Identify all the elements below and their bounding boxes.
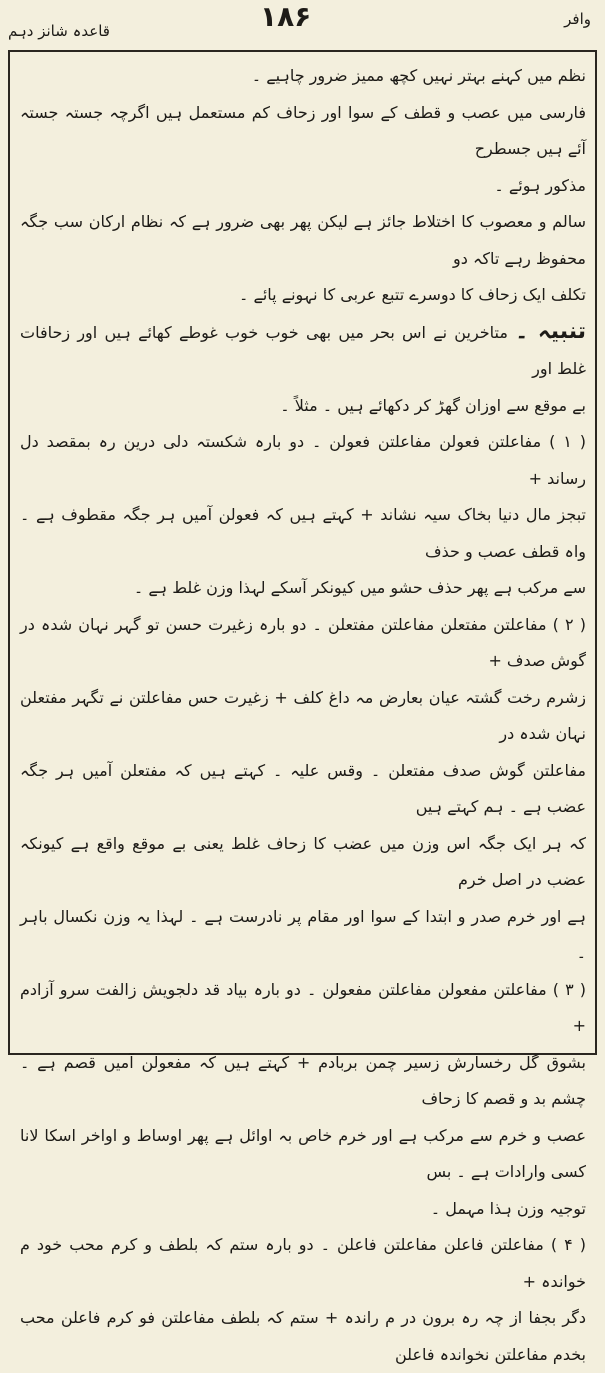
text-line: ( ۲ ) مفاعلتن مفتعلن مفاعلتن مفتعلن ۔ دو بارہ زغیرت حسن تو گہر نہان شدہ در گوش صدف + <box>20 614 587 670</box>
text-line: فارسی میں عصب و قطف کے سوا اور زحاف کم مستعمل ہیں اگرچہ جستہ جستہ آئے ہیں جسطرح <box>20 102 586 158</box>
text-line: سے مرکب ہے پھر حذف حشو میں کیونکر آسکے لہذا وزن غلط ہے ۔ <box>133 578 586 597</box>
text-line: ہے اور خرم صدر و ابتدا کے سوا اور مقام پر نادرست ہے ۔ لہذا یہ وزن نکسال باہر ۔ <box>20 906 586 962</box>
text-line: ( ۱ ) مفاعلتن فعولن مفاعلتن فعولن ۔ دو بارہ شکستہ دلی درین رہ بمقصد دل رساند + <box>20 432 587 488</box>
text-line: تکلف ایک زحاف کا دوسرے تتبع عربی کا نہونے پائے ۔ <box>239 285 586 304</box>
text-line: بے موقع سے اوزان گھڑ کر دکھائے ہیں ۔ مثلاً ۔ <box>280 395 586 415</box>
meter-name: وافر <box>564 10 591 28</box>
note-text: متاخرین نے اس بحر میں بھی خوب خوب غوطے کھائے ہیں اور زحافات غلط اور <box>20 322 586 378</box>
text-line: ( ۴ ) مفاعلتن فاعلن مفاعلتن فاعلن ۔ دو بارہ ستم کہ بلطف و کرم محب خود م خواندہ + <box>20 1235 587 1291</box>
text-line: عصب و خرم سے مرکب ہے اور خرم خاص بہ اوائل ہے پھر اوساط و اواخر اسکا لانا کسی وارادات ہے ۔ بس <box>20 1125 586 1181</box>
text-line: زشرم رخت گشتہ عیان بعارض مہ داغ کلف + زغیرت حس مفاعلتن نے تگہر مفتعلن نہان شدہ در <box>20 687 586 743</box>
text-line: تبجز مال دنیا بخاک سیہ نشاند + کہتے ہیں کہ فعولن آمیں ہر جگہ مقطوف ہے ۔ واہ قطف عصب و حذف <box>20 505 586 561</box>
page-number: ۱۸۶ <box>260 0 312 33</box>
text-line <box>20 314 586 388</box>
text-line: مذکور ہوئے ۔ <box>494 175 586 195</box>
page-body <box>20 58 586 1373</box>
text-line: مفاعلتن گوش صدف مفتعلن ۔ وقس علیہ ۔ کہتے ہیں کہ مفتعلن آمیں ہر جگہ عضب ہے ۔ ہم کہتے ہیں <box>20 760 586 816</box>
text-line: ( ۳ ) مفاعلتن مفعولن مفاعلتن مفعولن ۔ دو بارہ بیاد قد دلجویش زالفت سرو آزادم + <box>20 979 587 1035</box>
note-heading: تنبیہ ۔ <box>515 318 586 344</box>
text-line: سالم و معصوب کا اختلاط جائز ہے لیکن پھر بھی ضرور ہے کہ نظام ارکان سب جگہ محفوظ رہے تاکہ دو <box>20 212 586 268</box>
text-line: نظم میں کہنے بہتر نہیں کچھ ممیز ضرور چاہیے ۔ <box>251 66 586 85</box>
chapter-title: قاعدہ شانز دہم <box>8 22 110 40</box>
text-line: کہ ہر ایک جگہ اس وزن میں عضب کا زحاف غلط یعنی بے موقع واقع ہے کیونکہ عضب در اصل خرم <box>20 833 586 889</box>
page-header <box>0 0 605 46</box>
text-line: دگر بجفا از چہ رہ برون در م راندہ + ستم کہ بلطف مفاعلتن فو کرم فاعلن محب بخدم مفاعلتن نخواندہ فاعلن <box>20 1308 586 1364</box>
text-line: توجیہ وزن ہذا مہمل ۔ <box>430 1198 586 1218</box>
text-line: بشوق گل رخسارش زسیر چمن بربادم + کہتے ہیں کہ مفعولن آمیں قصم ہے ۔ چشم بد و قصم کا زحاف <box>20 1052 586 1108</box>
